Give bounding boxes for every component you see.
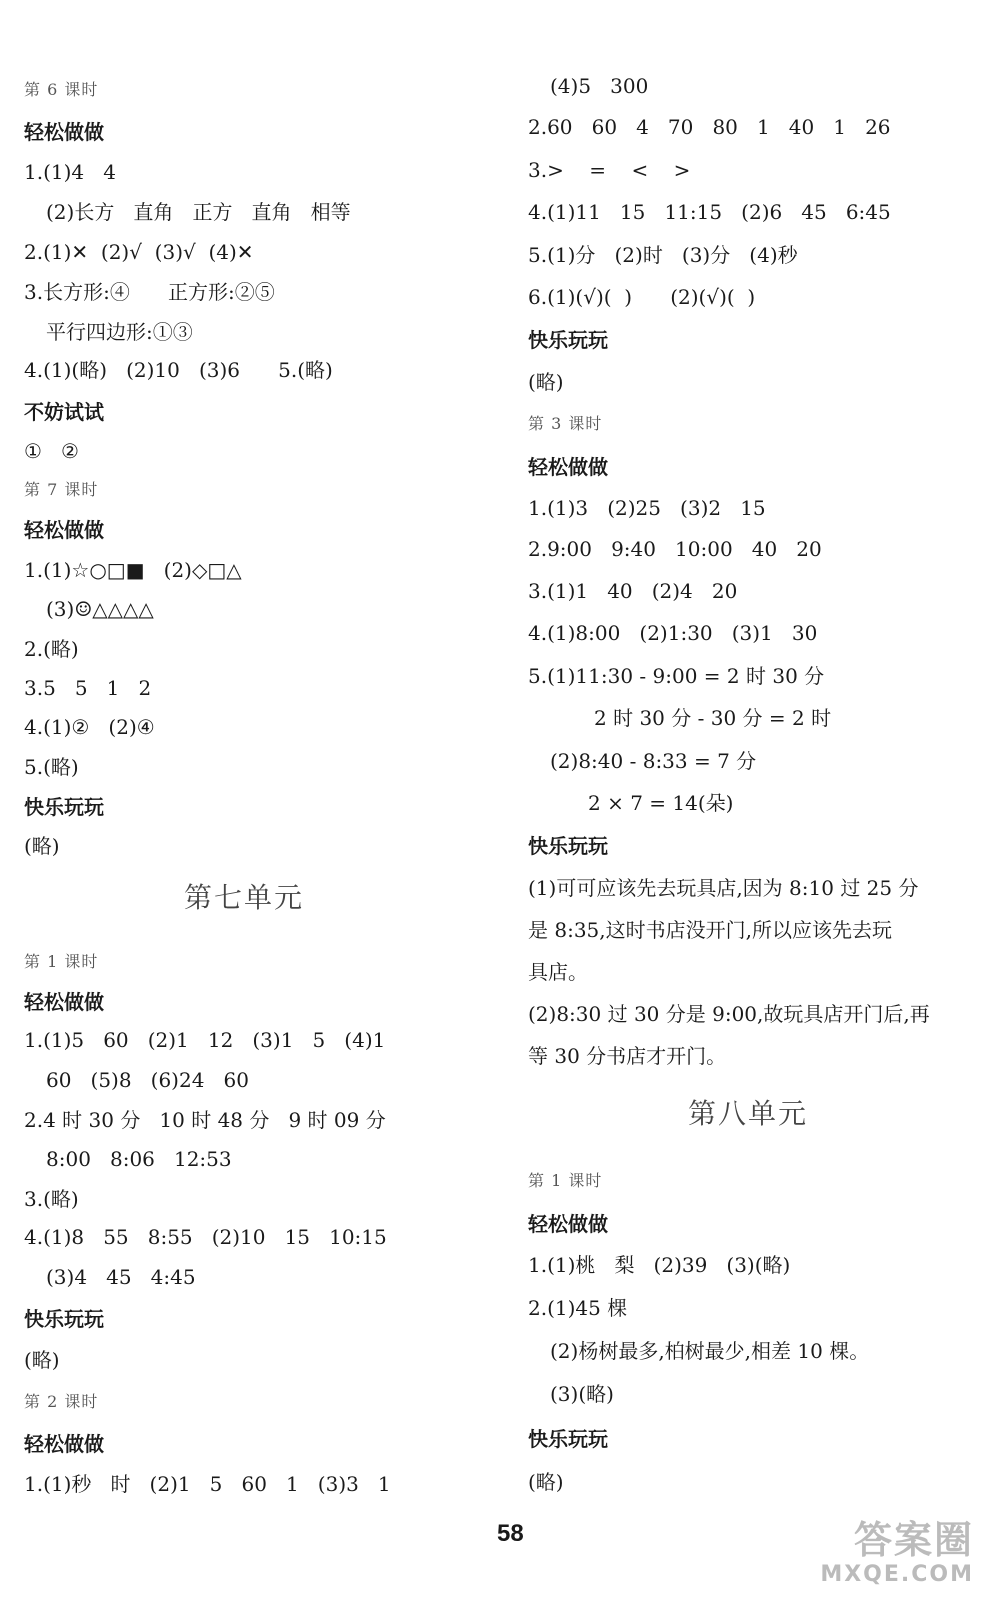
answer-line: (4)5 300 [550, 74, 649, 98]
answer-line: 1.(1)5 60 (2)1 12 (3)1 5 (4)1 [24, 1028, 386, 1052]
answer-line: 3.> = < > [528, 158, 691, 182]
section-heading: 轻松做做 [24, 518, 104, 542]
paragraph-line: 是 8:35,这时书店没开门,所以应该先去玩 [528, 918, 892, 942]
answer-line: 4.(1)② (2)④ [24, 715, 155, 739]
answer-line: 2.9:00 9:40 10:00 40 20 [528, 537, 822, 561]
answer-line: 4.(1)8 55 8:55 (2)10 15 10:15 [24, 1225, 387, 1249]
unit-title: 第七单元 [184, 881, 305, 914]
section-heading: 轻松做做 [528, 1212, 608, 1236]
paragraph-line: (1)可可应该先去玩具店,因为 8:10 过 25 分 [528, 876, 919, 900]
answer-line: 3.(1)1 40 (2)4 20 [528, 579, 738, 603]
watermark-logo [820, 1509, 974, 1586]
answer-line: 1.(1)3 (2)25 (3)2 15 [528, 496, 766, 520]
unit-title: 第八单元 [688, 1097, 809, 1130]
section-heading: 快乐玩玩 [528, 1427, 608, 1451]
answer-line: 3.长方形:④ 正方形:②⑤ [24, 280, 275, 304]
answer-line: 8:00 8:06 12:53 [46, 1147, 232, 1171]
page-number: 58 [497, 1520, 524, 1547]
answer-line: 1.(1)秒 时 (2)1 5 60 1 (3)3 1 [24, 1472, 391, 1496]
answer-line: (略) [528, 1470, 564, 1494]
paragraph-line: 等 30 分书店才开门。 [528, 1044, 727, 1068]
answer-line: 1.(1)桃 梨 (2)39 (3)(略) [528, 1253, 791, 1277]
section-heading: 轻松做做 [24, 1432, 104, 1456]
answer-line: 1.(1)☆○□■ (2)◇□△ [24, 558, 242, 582]
answer-line: 3.(略) [24, 1187, 79, 1211]
answer-line: 6.(1)(√)( ) (2)(√)( ) [528, 285, 756, 309]
answer-line: (3)☺△△△△ [46, 597, 154, 621]
answer-line: 3.5 5 1 2 [24, 676, 152, 700]
answer-line: 平行四边形:①③ [46, 320, 193, 344]
section-heading: 不妨试试 [24, 400, 104, 424]
answer-line: 5.(1)分 (2)时 (3)分 (4)秒 [528, 243, 798, 267]
answer-line: 2.4 时 30 分 10 时 48 分 9 时 09 分 [24, 1108, 386, 1132]
answer-line: 4.(1)11 15 11:15 (2)6 45 6:45 [528, 200, 891, 224]
section-heading: 轻松做做 [528, 455, 608, 479]
answer-line: 2 时 30 分 - 30 分 = 2 时 [594, 706, 832, 730]
section-heading: 快乐玩玩 [528, 328, 608, 352]
answer-line: 2.60 60 4 70 80 1 40 1 26 [528, 115, 891, 139]
watermark-url: MXQE.COM [820, 1562, 974, 1587]
answer-line: (3)(略) [550, 1382, 614, 1406]
paragraph-line: (2)8:30 过 30 分是 9:00,故玩具店开门后,再 [528, 1002, 930, 1026]
answer-line: 4.(1)(略) (2)10 (3)6 5.(略) [24, 358, 333, 382]
lesson-title: 第 2 课时 [24, 1392, 99, 1411]
lesson-title: 第 1 课时 [24, 952, 99, 971]
answer-line: 5.(1)11:30 - 9:00 = 2 时 30 分 [528, 664, 825, 688]
answer-line: (略) [528, 370, 564, 394]
answer-line: (略) [24, 1348, 60, 1372]
answer-line: 1.(1)4 4 [24, 160, 116, 184]
answer-line: 2 × 7 = 14(朵) [588, 791, 734, 815]
answer-line: 2.(略) [24, 637, 79, 661]
answer-line: ① ② [24, 439, 79, 463]
watermark-text: 答案圈 [853, 1518, 974, 1562]
answer-line: (2)长方 直角 正方 直角 相等 [46, 200, 351, 224]
answer-line: (3)4 45 4:45 [46, 1265, 196, 1289]
answer-line: 5.(略) [24, 755, 79, 779]
lesson-title: 第 6 课时 [24, 80, 99, 99]
section-heading: 快乐玩玩 [528, 834, 608, 858]
answer-line: 2.(1)✕ (2)√ (3)√ (4)✕ [24, 240, 254, 264]
answer-line: (2)杨树最多,柏树最少,相差 10 棵。 [550, 1339, 870, 1363]
lesson-title: 第 3 课时 [528, 414, 603, 433]
section-heading: 轻松做做 [24, 120, 104, 144]
answer-line: 2.(1)45 棵 [528, 1296, 628, 1320]
answer-line: (2)8:40 - 8:33 = 7 分 [550, 749, 757, 773]
section-heading: 轻松做做 [24, 990, 104, 1014]
answer-line: 60 (5)8 (6)24 60 [46, 1068, 249, 1092]
paragraph-line: 具店。 [528, 960, 588, 984]
section-heading: 快乐玩玩 [24, 1307, 104, 1331]
lesson-title: 第 1 课时 [528, 1171, 603, 1190]
answer-line: (略) [24, 834, 60, 858]
answer-line: 4.(1)8:00 (2)1:30 (3)1 30 [528, 621, 818, 645]
section-heading: 快乐玩玩 [24, 795, 104, 819]
lesson-title: 第 7 课时 [24, 480, 99, 499]
